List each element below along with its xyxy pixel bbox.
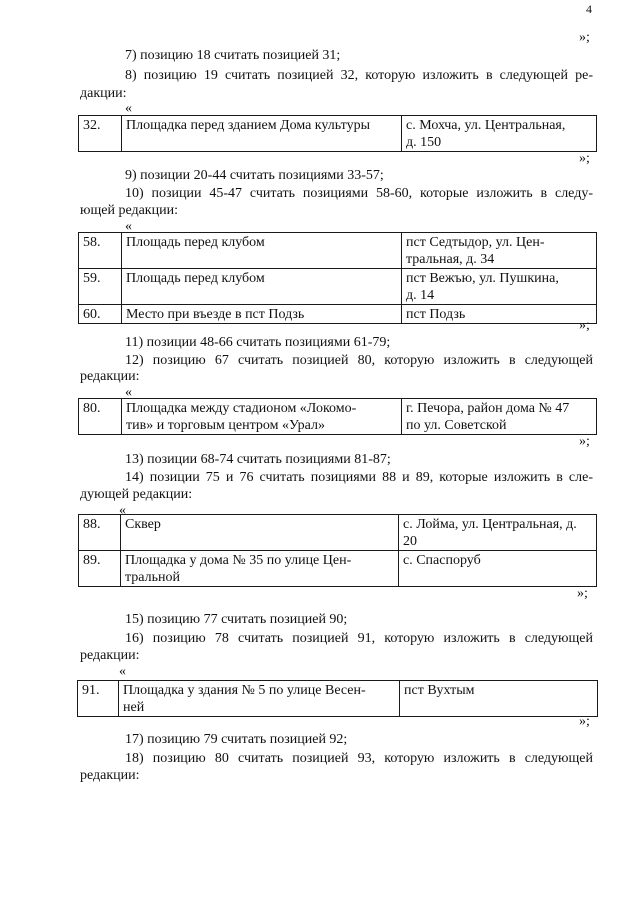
position-address: с. Спаспоруб — [399, 551, 597, 587]
position-address: пст Подзь — [402, 305, 597, 324]
position-name: Площадь перед клубом — [122, 269, 402, 305]
quote-close: »; — [579, 30, 590, 45]
position-number: 91. — [78, 681, 119, 717]
position-name: Сквер — [121, 515, 399, 551]
table-row — [79, 116, 597, 152]
position-name: Площадка перед зданием Дома культуры — [122, 116, 402, 152]
paragraph-17: 17) позицию 79 считать позицией 92; — [125, 732, 348, 747]
positions-table-88 — [78, 514, 597, 587]
paragraph-10-cont: ющей редакции: — [80, 203, 178, 218]
table-row — [79, 305, 597, 324]
paragraph-10: 10) позиции 45-47 считать позициями 58-60, которые изложить в следу- — [125, 186, 593, 201]
quote-close: »; — [579, 151, 590, 166]
paragraph-11: 11) позиции 48-66 считать позициями 61-79; — [125, 335, 391, 350]
position-name: Место при въезде в пст Подзь — [122, 305, 402, 324]
quote-open: « — [125, 219, 132, 234]
position-address: с. Мохча, ул. Центральная, д. 150 — [402, 116, 597, 152]
position-number: 89. — [79, 551, 121, 587]
position-address: г. Печора, район дома № 47 по ул. Советской — [402, 399, 597, 435]
quote-open: « — [119, 503, 126, 518]
quote-open: « — [125, 385, 132, 400]
position-address: пст Вухтым — [400, 681, 598, 717]
page-number: 4 — [586, 2, 592, 16]
position-address: пст Вежъю, ул. Пушкина, д. 14 — [402, 269, 597, 305]
position-number: 88. — [79, 515, 121, 551]
positions-table-58 — [78, 232, 597, 324]
paragraph-8: 8) позицию 19 считать позицией 32, которую изложить в следующей ре- — [125, 68, 593, 83]
paragraph-16: 16) позицию 78 считать позицией 91, которую изложить в следующей — [125, 631, 593, 646]
position-number: 58. — [79, 233, 122, 269]
position-number: 60. — [79, 305, 122, 324]
paragraph-18: 18) позицию 80 считать позицией 93, которую изложить в следующей — [125, 751, 593, 766]
paragraph-12-cont: редакции: — [80, 369, 140, 384]
paragraph-15: 15) позицию 77 считать позицией 90; — [125, 612, 348, 627]
position-number: 32. — [79, 116, 122, 152]
paragraph-8-cont: дакции: — [80, 86, 127, 101]
position-name: Площадь перед клубом — [122, 233, 402, 269]
quote-close: »; — [579, 318, 590, 333]
paragraph-7: 7) позицию 18 считать позицией 31; — [125, 48, 341, 63]
table-row — [79, 515, 597, 551]
quote-open: « — [119, 664, 126, 679]
quote-close: »; — [577, 586, 588, 601]
table-row — [79, 551, 597, 587]
table-row — [79, 233, 597, 269]
table-row — [79, 269, 597, 305]
paragraph-9: 9) позиции 20-44 считать позициями 33-57; — [125, 168, 384, 183]
position-number: 80. — [79, 399, 122, 435]
paragraph-12: 12) позицию 67 считать позицией 80, которую изложить в следующей — [125, 353, 593, 368]
paragraph-14: 14) позиции 75 и 76 считать позициями 88 и 89, которые изложить в сле- — [125, 470, 593, 485]
paragraph-16-cont: редакции: — [80, 648, 140, 663]
position-address: с. Лойма, ул. Центральная, д. 20 — [399, 515, 597, 551]
position-name: Площадка между стадионом «Локомо- тив» и торговым центром «Урал» — [122, 399, 402, 435]
paragraph-14-cont: дующей редакции: — [80, 487, 193, 502]
table-row — [79, 399, 597, 435]
paragraph-18-cont: редакции: — [80, 768, 140, 783]
table-row — [78, 681, 598, 717]
position-name: Площадка у здания № 5 по улице Весен- ней — [119, 681, 400, 717]
positions-table-32 — [78, 115, 597, 152]
quote-close: »; — [579, 714, 590, 729]
positions-table-80 — [78, 398, 597, 435]
position-address: пст Седтыдор, ул. Цен- тральная, д. 34 — [402, 233, 597, 269]
quote-open: « — [125, 101, 132, 116]
position-number: 59. — [79, 269, 122, 305]
positions-table-91 — [77, 680, 598, 717]
position-name: Площадка у дома № 35 по улице Цен- тральной — [121, 551, 399, 587]
paragraph-13: 13) позиции 68-74 считать позициями 81-87; — [125, 452, 391, 467]
quote-close: »; — [579, 434, 590, 449]
